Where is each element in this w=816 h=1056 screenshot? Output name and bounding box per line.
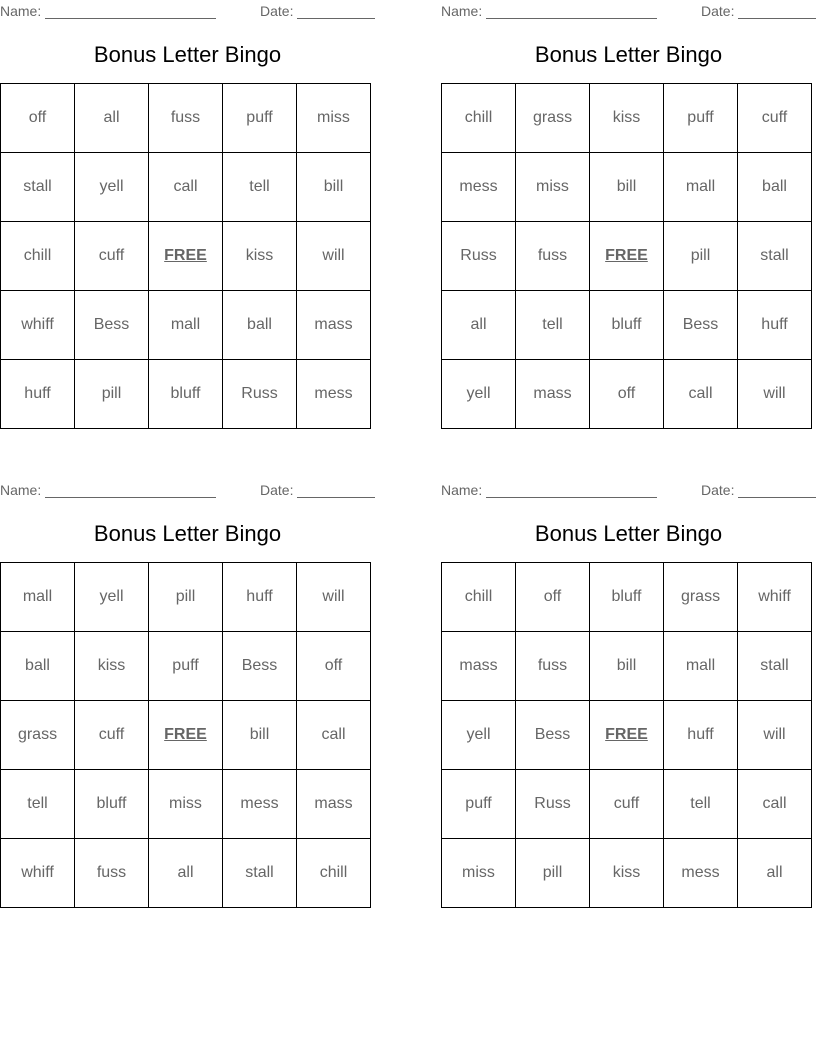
- bingo-cell: kiss: [590, 84, 664, 153]
- bingo-cell: mall: [149, 291, 223, 360]
- bingo-cell: ball: [223, 291, 297, 360]
- bingo-cell: yell: [442, 360, 516, 429]
- card-title: Bonus Letter Bingo: [93, 42, 282, 67]
- name-field: [0, 482, 216, 498]
- bingo-cell: bluff: [75, 770, 149, 839]
- free-space-cell: FREE: [590, 222, 664, 291]
- bingo-cell: call: [664, 360, 738, 429]
- bingo-cell: yell: [75, 153, 149, 222]
- name-field: [0, 3, 216, 19]
- bingo-cell: mall: [664, 153, 738, 222]
- bingo-cell: bill: [297, 153, 371, 222]
- name-field: [441, 482, 657, 498]
- bingo-cell: mess: [664, 839, 738, 908]
- bingo-cell: puff: [664, 84, 738, 153]
- bingo-cell: kiss: [590, 839, 664, 908]
- bingo-cell: miss: [442, 839, 516, 908]
- bingo-cell: all: [738, 839, 812, 908]
- bingo-cell: off: [297, 632, 371, 701]
- bingo-cell: bill: [223, 701, 297, 770]
- date-blank-line: [297, 5, 375, 19]
- name-blank-line: [45, 484, 216, 498]
- bingo-cell: cuff: [75, 701, 149, 770]
- bingo-cell: whiff: [1, 839, 75, 908]
- bingo-cell: all: [75, 84, 149, 153]
- bingo-cell: grass: [1, 701, 75, 770]
- bingo-cell: Russ: [223, 360, 297, 429]
- card-title: Bonus Letter Bingo: [93, 521, 282, 546]
- bingo-cell: grass: [664, 563, 738, 632]
- bingo-cell: miss: [297, 84, 371, 153]
- bingo-cell: kiss: [75, 632, 149, 701]
- bingo-cell: bluff: [149, 360, 223, 429]
- date-blank-line: [738, 5, 816, 19]
- bingo-cell: cuff: [590, 770, 664, 839]
- bingo-cell: chill: [442, 84, 516, 153]
- bingo-cell: miss: [516, 153, 590, 222]
- bingo-cell: fuss: [516, 632, 590, 701]
- name-field: [441, 3, 657, 19]
- bingo-cell: mess: [442, 153, 516, 222]
- bingo-grid: [0, 83, 371, 429]
- date-label: Date:: [260, 3, 294, 19]
- bingo-cell: mall: [664, 632, 738, 701]
- bingo-cell: bill: [590, 153, 664, 222]
- bingo-cell: bluff: [590, 291, 664, 360]
- bingo-cell: whiff: [1, 291, 75, 360]
- bingo-cell: kiss: [223, 222, 297, 291]
- bingo-cell: yell: [442, 701, 516, 770]
- bingo-cell: mass: [442, 632, 516, 701]
- name-label: Name:: [0, 482, 42, 498]
- free-space-cell: FREE: [149, 222, 223, 291]
- free-space-cell: FREE: [149, 701, 223, 770]
- date-label: Date:: [260, 482, 294, 498]
- date-field: [701, 482, 816, 498]
- bingo-cell: huff: [738, 291, 812, 360]
- bingo-cell: will: [738, 360, 812, 429]
- bingo-cell: pill: [664, 222, 738, 291]
- bingo-cell: fuss: [75, 839, 149, 908]
- bingo-cell: puff: [223, 84, 297, 153]
- bingo-cell: pill: [149, 563, 223, 632]
- bingo-cell: stall: [223, 839, 297, 908]
- bingo-cell: tell: [516, 291, 590, 360]
- bingo-cell: mass: [297, 291, 371, 360]
- bingo-cell: off: [1, 84, 75, 153]
- bingo-cell: pill: [75, 360, 149, 429]
- bingo-cell: Bess: [664, 291, 738, 360]
- bingo-cell: pill: [516, 839, 590, 908]
- bingo-cell: will: [297, 563, 371, 632]
- bingo-cell: will: [738, 701, 812, 770]
- bingo-cell: Russ: [516, 770, 590, 839]
- bingo-cell: cuff: [75, 222, 149, 291]
- bingo-cell: all: [149, 839, 223, 908]
- bingo-grid: [441, 562, 812, 908]
- free-space-cell: FREE: [590, 701, 664, 770]
- name-date-row: [0, 482, 375, 498]
- bingo-cell: huff: [223, 563, 297, 632]
- bingo-cell: Bess: [75, 291, 149, 360]
- bingo-cell: call: [297, 701, 371, 770]
- card-title: Bonus Letter Bingo: [534, 42, 723, 67]
- bingo-grid: [0, 562, 371, 908]
- bingo-cell: bill: [590, 632, 664, 701]
- bingo-cell: mass: [297, 770, 371, 839]
- bingo-cell: call: [738, 770, 812, 839]
- date-field: [701, 3, 816, 19]
- bingo-cell: will: [297, 222, 371, 291]
- bingo-cell: huff: [664, 701, 738, 770]
- bingo-cell: puff: [149, 632, 223, 701]
- name-blank-line: [486, 5, 657, 19]
- bingo-cell: tell: [1, 770, 75, 839]
- bingo-cell: Russ: [442, 222, 516, 291]
- bingo-cell: bluff: [590, 563, 664, 632]
- bingo-cell: off: [516, 563, 590, 632]
- bingo-cell: stall: [738, 222, 812, 291]
- bingo-cell: huff: [1, 360, 75, 429]
- bingo-cell: mess: [297, 360, 371, 429]
- name-date-row: [441, 482, 816, 498]
- bingo-cell: call: [149, 153, 223, 222]
- bingo-cell: puff: [442, 770, 516, 839]
- bingo-cell: chill: [297, 839, 371, 908]
- date-label: Date:: [701, 3, 735, 19]
- bingo-cell: all: [442, 291, 516, 360]
- bingo-cell: Bess: [516, 701, 590, 770]
- name-date-row: [0, 3, 375, 19]
- name-label: Name:: [441, 482, 483, 498]
- name-date-row: [441, 3, 816, 19]
- bingo-cell: tell: [664, 770, 738, 839]
- bingo-cell: stall: [738, 632, 812, 701]
- name-blank-line: [486, 484, 657, 498]
- bingo-cell: chill: [442, 563, 516, 632]
- name-label: Name:: [441, 3, 483, 19]
- bingo-cell: ball: [738, 153, 812, 222]
- card-title: Bonus Letter Bingo: [534, 521, 723, 546]
- date-field: [260, 482, 375, 498]
- name-label: Name:: [0, 3, 42, 19]
- bingo-cell: mass: [516, 360, 590, 429]
- bingo-cell: fuss: [516, 222, 590, 291]
- name-blank-line: [45, 5, 216, 19]
- bingo-cell: whiff: [738, 563, 812, 632]
- date-blank-line: [297, 484, 375, 498]
- bingo-cell: stall: [1, 153, 75, 222]
- bingo-cell: ball: [1, 632, 75, 701]
- bingo-cell: off: [590, 360, 664, 429]
- date-field: [260, 3, 375, 19]
- date-blank-line: [738, 484, 816, 498]
- date-label: Date:: [701, 482, 735, 498]
- bingo-cell: fuss: [149, 84, 223, 153]
- bingo-cell: chill: [1, 222, 75, 291]
- bingo-cell: yell: [75, 563, 149, 632]
- bingo-cell: miss: [149, 770, 223, 839]
- bingo-grid: [441, 83, 812, 429]
- bingo-cell: Bess: [223, 632, 297, 701]
- bingo-cell: grass: [516, 84, 590, 153]
- bingo-cell: tell: [223, 153, 297, 222]
- bingo-cell: mess: [223, 770, 297, 839]
- bingo-cell: cuff: [738, 84, 812, 153]
- bingo-cell: mall: [1, 563, 75, 632]
